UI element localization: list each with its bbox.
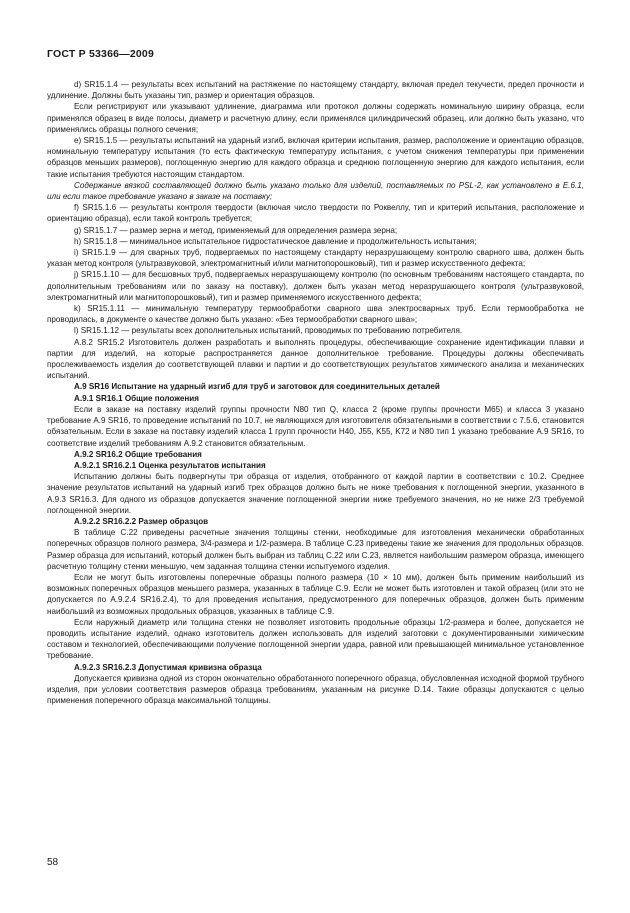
section-heading-a9-2-3: A.9.2.3 SR16.2.3 Допустимая кривизна образца: [74, 662, 262, 672]
page-body: [47, 79, 584, 706]
para-a9-2-3-body: Допускается кривизна одной из сторон окончательно обработанного поперечного образца, обусловленная исходной формой трубного изделия, при условии соответствия размеров образца требованиям, указанным на рисунке D.14. Такие образцы допускаются с целью применения поперечного образца максимальной толщины.: [47, 673, 584, 706]
para-sr15-1-7: g) SR15.1.7 — размер зерна и метод, применяемый для определения размера зерна;: [74, 225, 398, 235]
para-sr15-1-12: l) SR15.1.12 — результаты всех дополнительных испытаний, проводимых по требованию потребителя.: [74, 326, 463, 336]
page-number: 58: [47, 857, 59, 868]
para-elongation-note: Если регистрируют или указывают удлинение, диаграмма или протокол должны содержать номинальную ширину образца, если применялся образец в виде полосы, диаметр и расчетную длину, если применялся цилиндрический образец, или должно быть указано, что применялись образцы полного сечения;: [47, 102, 584, 134]
para-ductile-component: Содержание вязкой составляющей должно быть указано только для изделий, поставляемых по PSL-2, как установлено в Е.6.1, или если такое требование указано в заказе на поставку;: [47, 180, 584, 202]
section-heading-a9: A.9 SR16 Испытание на ударный изгиб для труб и заготовок для соединительных деталей: [74, 382, 440, 392]
para-a9-2-2-body-3: Если наружный диаметр или толщина стенки не позволяет изготовить продольные образцы 1/2-размера и более, допускается не проводить испытание изделий, однако изготовитель должен использовать для изделий заготовки с документированными химическим составом и технологией, обеспечивающими получение поглощенной энергии удара, равной или превышающей минимальное установленное требование.: [47, 617, 584, 661]
para-a9-1-body: Если в заказе на поставку изделий группы прочности N80 тип Q, класса 2 (кроме группы прочности М65) и класса 3 указано требование А.9 SR16, то проведение испытаний по 10.7, не являющихся для изготовителя обязательными в соответствии с 7.5.6, становится обязательным. Если в заказе на поставку изделий класса 1 групп прочности Н40, J55, K55, K72 и N80 тип 1 указано требование А.9 SR16, то соответствие изделий требованиям А.9.2 становится обязательным.: [47, 404, 584, 448]
para-a9-2-1-body: Испытанию должны быть подвергнуты три образца от изделия, отобранного от каждой партии в соответствии с 10.2. Среднее значение результатов испытаний на ударный изгиб трех образцов должно быть не ниже требования к поглощенной энергии, указанного в А.9.3 SR16.3. Для одного из образцов допускается значение поглощенной энергии ниже требуемого значения, но не ниже 2/3 требуемой поглощенной энергии.: [47, 472, 584, 515]
para-sr15-1-5: e) SR15.1.5 — результаты испытаний на ударный изгиб, включая критерии испытания, размер, расположение и ориентацию образцов, номинальную температуру испытания (то есть фактическую температуру испытания, с учетом снижения температуры при применении образцов меньших размеров), поглощенную энергию для каждого образца и среднюю поглощенную энергию для каждого испытания, если такие испытания требуются настоящим стандартом.: [47, 136, 584, 179]
para-sr15-1-9: i) SR15.1.9 — для сварных труб, подвергаемых по настоящему стандарту неразрушающему контролю сварного шва, должен быть указан метод контроля (ультразвуковой, электромагнитный и/или магнитопорошковый), тип и размер искусственного дефекта;: [47, 248, 584, 269]
section-heading-a9-2-2: A.9.2.2 SR16.2.2 Размер образцов: [74, 516, 209, 526]
para-sr15-1-4: d) SR15.1.4 — результаты всех испытаний на растяжение по настоящему стандарту, включая предел текучести, предел прочности и удлинение. Должны быть указаны тип, размер и ориентация образцов.: [47, 80, 584, 101]
section-heading-a9-1: A.9.1 SR16.1 Общие положения: [74, 393, 199, 403]
section-heading-a9-2-1: A.9.2.1 SR16.2.1 Оценка результатов испытания: [74, 460, 266, 470]
para-sr15-1-10: j) SR15.1.10 — для бесшовных труб, подвергаемых неразрушающему контролю (по основным требованиям настоящего стандарта, по дополнительным требованиям или по заказу на поставку), должен быть указан метод неразрушающего контроля (ультразвуковой, электромагнитный или магнитопорошковый), тип и размер применяемого искусственного дефекта;: [47, 270, 584, 302]
para-a9-2-2-body-2: Если не могут быть изготовлены поперечные образцы полного размера (10 × 10 мм), должен быть применим наибольший из возможных поперечных образцов меньшего размера, указанных в таблице С.9. Если не может быть изготовлен и такой образец (или это не допускается по А.9.2.4 SR16.2.4), то для проведения испытания, предусмотренного для поперечных образцов, должен быть применим наибольший из возможных продольных образцов, указанных в таблице С.9.: [47, 572, 584, 616]
para-sr15-1-6: f) SR15.1.6 — результаты контроля твердости (включая число твердости по Роквеллу, тип и критерий испытания, расположение и ориентацию образца), если такой контроль требуется;: [47, 203, 584, 224]
section-heading-a9-2: A.9.2 SR16.2 Общие требования: [74, 449, 202, 459]
para-a9-2-2-body-1: В таблице С.22 приведены расчетные значения толщины стенки, необходимые для изготовления механически обработанных поперечных образцов полного размера, 3/4-размера и 1/2-размера. В таблице С.23 приведены такие же значения для продольных образцов. Размер образца для испытаний, который должен быть выбран из таблиц С.22 или С.23, является наибольшим размером образца, имеющего расчетную толщину стенки меньшую, чем заданная толщина стенки испытуемого изделия.: [47, 528, 584, 571]
para-sr15-1-11: k) SR15.1.11 — минимальную температуру термообработки сварного шва электросварных труб. Если термообработка не проводилась, в документе о качестве должно быть указано: «Без термообработки сварного шва»;: [47, 304, 584, 325]
para-a8-2: A.8.2 SR15.2 Изготовитель должен разработать и выполнять процедуры, обеспечивающие сохранение идентификации плавки и партии для изделий, на которые распространяется данное дополнительное требование. Процедуры должны обеспечивать прослеживаемость изделия до соответствующей плавки и партии и до соответствующих результатов химического анализа и механических испытаний.: [47, 337, 584, 381]
document-header: ГОСТ Р 53366—2009: [47, 48, 155, 60]
para-sr15-1-8: h) SR15.1.8 — минимальное испытательное гидростатическое давление и продолжительность испытания;: [74, 236, 477, 246]
